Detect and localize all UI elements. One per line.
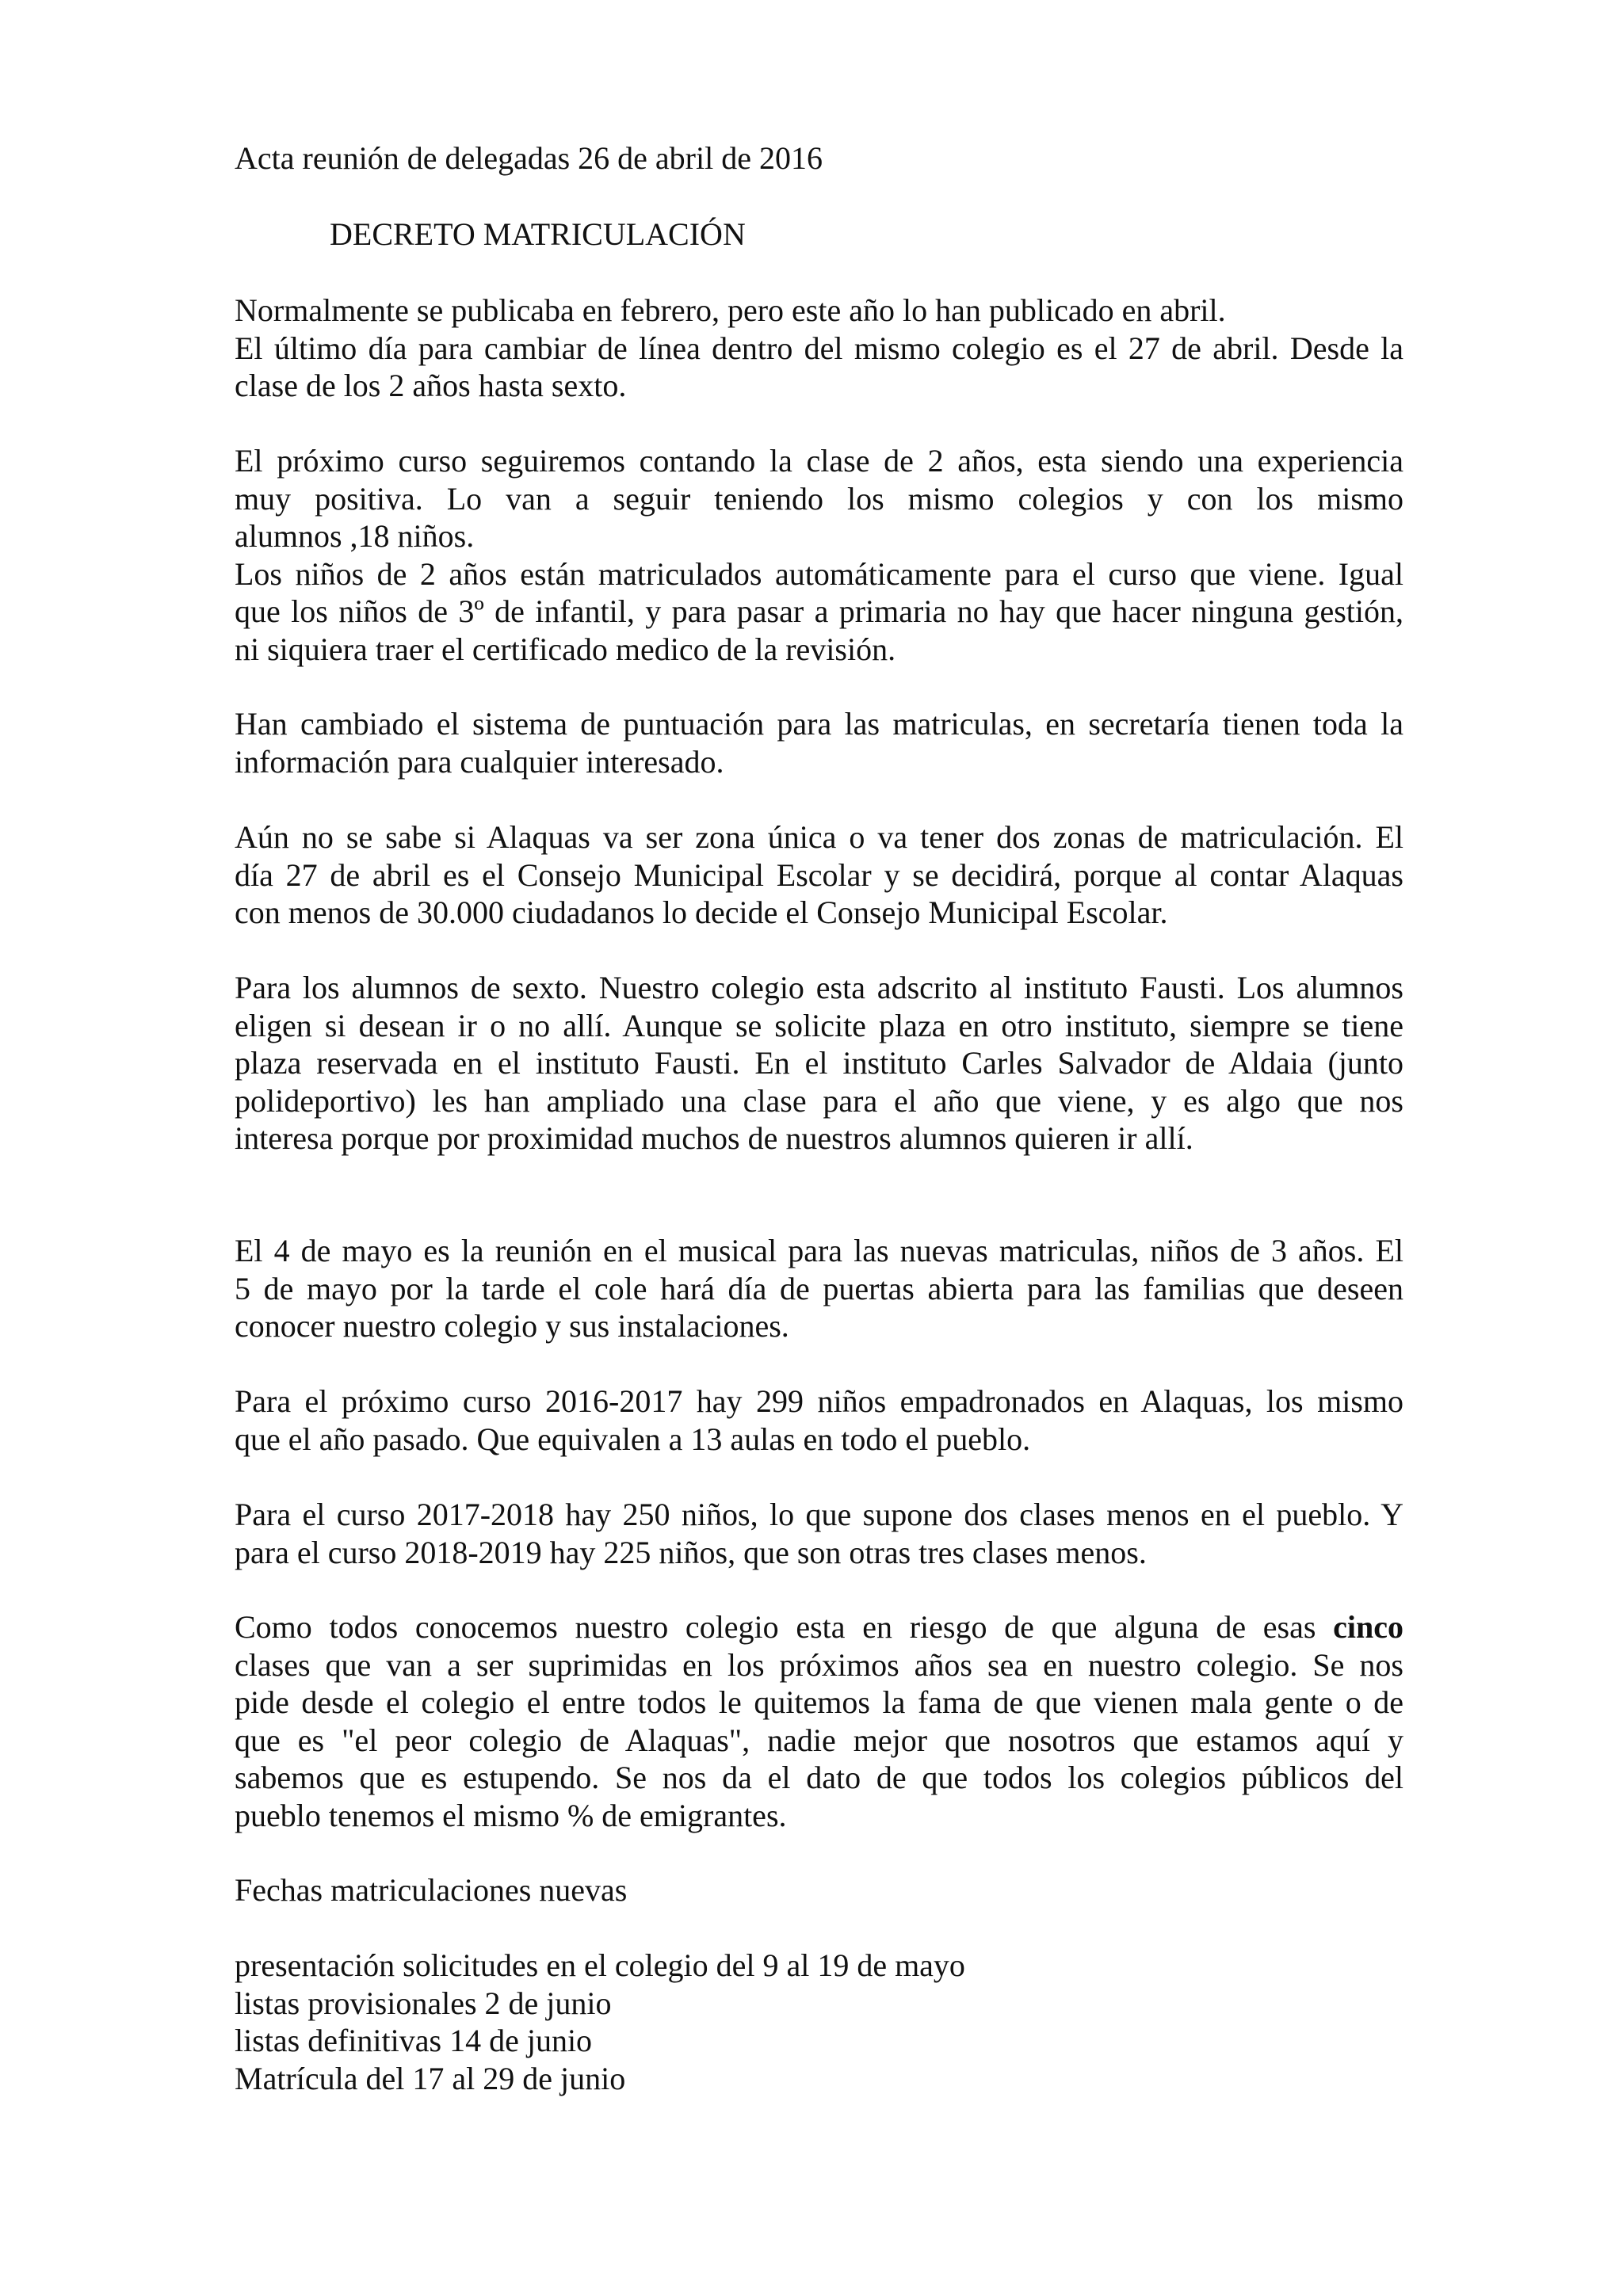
text-line: que es "el peor colegio de Alaquas", nadie mejor que nosotros que estamos aquí y [235,1722,1403,1758]
text-line: Para los alumnos de sexto. Nuestro colegio esta adscrito al instituto Fausti. Los alumnos [235,970,1403,1005]
text-line: información para cualquier interesado. [235,743,724,780]
text-line: Como todos conocemos nuestro colegio esta en riesgo de que alguna de esas cinco [235,1609,1404,1645]
text-line: El próximo curso seguiremos contando la clase de 2 años, esta siendo una experiencia [235,443,1403,479]
text-line: pueblo tenemos el mismo % de emigrantes. [235,1797,787,1833]
bold-emphasis: cinco [1333,1609,1404,1645]
list-item: listas provisionales 2 de junio [235,1985,612,2021]
paragraph-3 [235,705,1403,780]
paragraph-1 [235,292,1403,405]
text-line: Aún no se sabe si Alaquas va ser zona única o va tener dos zonas de matriculación. El [235,819,1403,855]
text-line: eligen si desean ir o no allí. Aunque se solicite plaza en otro instituto, siempre se tiene [235,1007,1403,1043]
paragraph-7 [235,1383,1403,1458]
text-line: El último día para cambiar de línea dentro del mismo colegio es el 27 de abril. Desde la [235,330,1403,366]
text-line: pide desde el colegio el entre todos le quitemos la fama de que vienen mala gente o de [235,1684,1403,1720]
paragraph-2 [235,442,1403,668]
paragraph-8 [235,1496,1403,1571]
text-line: 5 de mayo por la tarde el cole hará día de puertas abierta para las familias que deseen [235,1270,1403,1306]
paragraph-9 [235,1608,1403,1834]
text-line: clases que van a ser suprimidas en los próximos años sea en nuestro colegio. Se nos [235,1646,1403,1683]
dates-list [235,1947,1403,2097]
text-line: ni siquiera traer el certificado medico de la revisión. [235,631,896,667]
text-line: día 27 de abril es el Consejo Municipal Escolar y se decidirá, porque al contar Alaquas [235,856,1403,893]
dates-heading: Fechas matriculaciones nuevas [235,1872,628,1908]
text-line: El 4 de mayo es la reunión en el musical para las nuevas matriculas, niños de 3 años. El [235,1233,1403,1268]
section-heading: DECRETO MATRICULACIÓN [330,216,746,252]
text-line: Los niños de 2 años están matriculados automáticamente para el curso que viene. Igual [235,555,1403,592]
text-line: alumnos ,18 niños. [235,518,475,554]
paragraph-5 [235,969,1403,1158]
text-line: Normalmente se publicaba en febrero, pero este año lo han publicado en abril. [235,292,1226,328]
text-line: Para el próximo curso 2016-2017 hay 299 niños empadronados en Alaquas, los mismo [235,1383,1403,1419]
text-line: que el año pasado. Que equivalen a 13 aulas en todo el pueblo. [235,1421,1031,1457]
text-line: para el curso 2018-2019 hay 225 niños, que son otras tres clases menos. [235,1534,1147,1570]
text-line: muy positiva. Lo van a seguir teniendo los mismo colegios y con los mismo [235,480,1403,517]
text-line: plaza reservada en el instituto Fausti. En el instituto Carles Salvador de Aldaia (junto [235,1045,1403,1081]
document-title: Acta reunión de delegadas 26 de abril de 2016 [235,140,823,176]
text-line: polideportivo) les han ampliado una clase para el año que viene, y es algo que nos [235,1082,1403,1119]
text-line: conocer nuestro colegio y sus instalaciones. [235,1308,789,1344]
text-line: interesa porque por proximidad muchos de nuestros alumnos quieren ir allí. [235,1120,1193,1156]
text-line: con menos de 30.000 ciudadanos lo decide el Consejo Municipal Escolar. [235,894,1168,930]
paragraph-4 [235,818,1403,932]
list-item: listas definitivas 14 de junio [235,2023,593,2058]
list-item: Matrícula del 17 al 29 de junio [235,2060,626,2096]
text-line: Para el curso 2017-2018 hay 250 niños, lo que supone dos clases menos en el pueblo. Y [235,1497,1403,1532]
text-line: Han cambiado el sistema de puntuación para las matriculas, en secretaría tienen toda la [235,706,1403,742]
paragraph-6 [235,1232,1403,1345]
text-line: que los niños de 3º de infantil, y para pasar a primaria no hay que hacer ninguna gestión, [235,593,1403,629]
list-item: presentación solicitudes en el colegio del 9 al 19 de mayo [235,1947,965,1983]
text-line: clase de los 2 años hasta sexto. [235,368,627,403]
text-line: sabemos que es estupendo. Se nos da el dato de que todos los colegios públicos del [235,1760,1403,1795]
